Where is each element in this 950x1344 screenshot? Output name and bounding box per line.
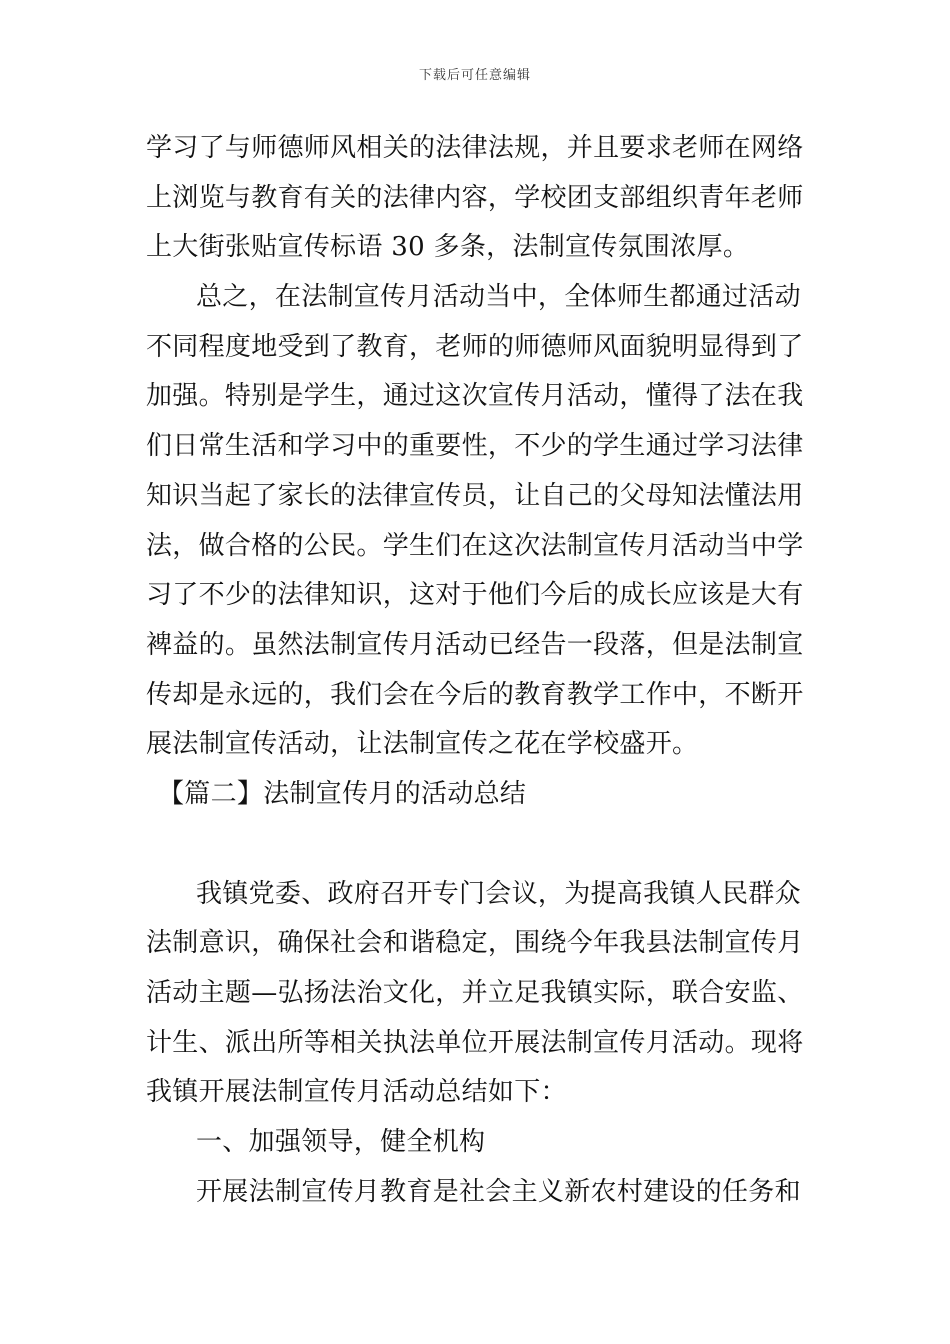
text-line: 计生、派出所等相关执法单位开展法制宣传月活动。现将 — [146, 1027, 804, 1058]
blank-line — [146, 820, 810, 870]
text-line: 不同程度地受到了教育，老师的师德师风面貌明显得到了 — [146, 331, 804, 362]
text-line: 传却是永远的，我们会在今后的教育教学工作中，不断开 — [146, 679, 804, 710]
text-line: 我镇党委、政府召开专门会议，为提高我镇人民群众 — [196, 878, 801, 909]
text-line: 学习了与师德师风相关的法律法规，并且要求老师在网络 — [146, 133, 804, 163]
page-header: 下载后可任意编辑 — [418, 68, 531, 83]
text-line: 法，做合格的公民。学生们在这次法制宣传月活动当中学 — [146, 530, 804, 561]
text-line: 加强。特别是学生，通过这次宣传月活动，懂得了法在我 — [146, 381, 804, 412]
text-line: 习了不少的法律知识，这对于他们今后的成长应该是大有 — [146, 580, 804, 611]
text-line: 展法制宣传活动，让法制宣传之花在学校盛开。 — [146, 729, 699, 760]
paragraph-3 — [146, 870, 810, 1118]
text-line: 们日常生活和学习中的重要性，不少的学生通过学习法律 — [146, 431, 804, 462]
text-line: 法制意识，确保社会和谐稳定，围绕今年我县法制宣传月 — [146, 928, 804, 959]
text-line: 我镇开展法制宣传月活动总结如下： — [146, 1077, 567, 1108]
text-line: 裨益的。虽然法制宣传月活动已经告一段落，但是法制宣 — [146, 629, 804, 660]
text-line: 活动主题—弘扬法治文化，并立足我镇实际，联合安监、 — [146, 978, 804, 1008]
text-line: 总之，在法制宣传月活动当中，全体师生都通过活动 — [196, 282, 801, 313]
paragraph-2 — [146, 273, 810, 770]
subheading: 一、加强领导，健全机构 — [196, 1127, 486, 1158]
paragraph-1 — [146, 124, 810, 273]
paragraph-4 — [146, 1168, 810, 1218]
text-line: 上大街张贴宣传标语 30 多条，法制宣传氛围浓厚。 — [146, 232, 750, 263]
document-body — [146, 124, 810, 1217]
text-line: 上浏览与教育有关的法律内容，学校团支部组织青年老师 — [146, 182, 804, 213]
text-line: 知识当起了家长的法律宣传员，让自己的父母知法懂法用 — [146, 480, 804, 511]
section-heading: 【篇二】法制宣传月的活动总结 — [158, 778, 527, 809]
text-line: 开展法制宣传月教育是社会主义新农村建设的任务和 — [196, 1176, 801, 1207]
